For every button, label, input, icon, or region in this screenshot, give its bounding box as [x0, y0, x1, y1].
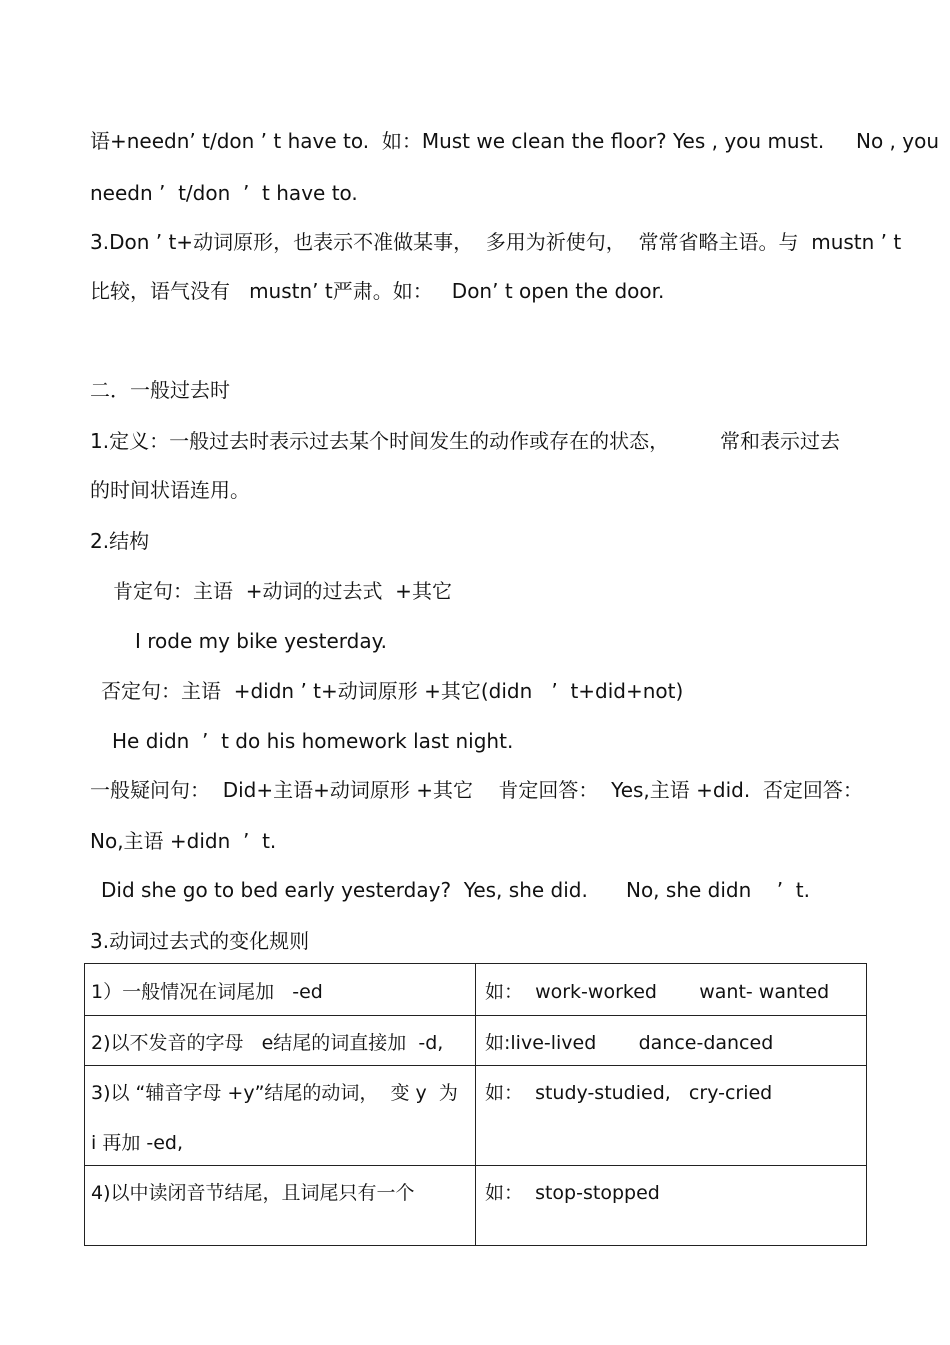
- structure-heading: 2.结构: [90, 529, 150, 553]
- rule-cell: 4)以中读闭音节结尾，且词尾只有一个: [91, 1182, 415, 1204]
- question-rule-line-2: No,主语 +didn ’ t.: [90, 829, 277, 853]
- example-cell: 如： study-studied, cry-cried: [485, 1082, 773, 1104]
- table-row: [85, 964, 866, 1015]
- negative-example: He didn ’ t do his homework last night.: [112, 729, 514, 753]
- affirmative-rule: 肯定句：主语 +动词的过去式 +其它: [113, 579, 452, 603]
- definition-line-2: 的时间状语连用。: [90, 478, 250, 502]
- definition-line-1: 1.定义：一般过去时表示过去某个时间发生的动作或存在的状态， 常和表示过去: [90, 429, 840, 453]
- table-row: [85, 1165, 866, 1245]
- text-line-1: 语+needn’ t/don ’ t have to. 如：Must we clean the floor? Yes , you must. No , you: [90, 129, 940, 153]
- section-heading: 二．一般过去时: [90, 378, 230, 402]
- rules-heading: 3.动词过去式的变化规则: [90, 929, 310, 953]
- table-row: [85, 1015, 866, 1065]
- example-cell: 如： stop-stopped: [485, 1182, 660, 1204]
- question-example: Did she go to bed early yesterday? Yes, she did. No, she didn ’ t.: [101, 878, 810, 902]
- table-row: [85, 1065, 866, 1165]
- rule-cell: 3)以 “辅音字母 +y”结尾的动词， 变 y 为: [91, 1082, 458, 1104]
- text-line-4: 比较，语气没有 mustn’ t严肃。如： Don’ t open the door.: [90, 279, 665, 303]
- rule-cell-continued: i 再加 -ed,: [91, 1132, 184, 1154]
- rule-cell: 2)以不发音的字母 e结尾的词直接加 -d,: [91, 1032, 444, 1054]
- affirmative-example: I rode my bike yesterday.: [135, 629, 387, 653]
- example-cell: 如： work-worked want- wanted: [485, 981, 830, 1003]
- example-cell: 如:live-lived dance-danced: [485, 1032, 774, 1054]
- text-line-2: needn ’ t/don ’ t have to.: [90, 181, 358, 205]
- past-tense-rules-table: [84, 963, 867, 1246]
- negative-rule: 否定句：主语 +didn ’ t+动词原形 +其它(didn ’ t+did+not): [101, 679, 684, 703]
- rule-cell: 1）一般情况在词尾加 -ed: [91, 981, 323, 1003]
- question-rule-line-1: 一般疑问句： Did+主语+动词原形 +其它 肯定回答： Yes,主语 +did. 否定回答：: [90, 778, 863, 802]
- text-line-3: 3.Don ’ t+动词原形，也表示不准做某事， 多用为祈使句， 常常省略主语。与 mustn ’ t: [90, 230, 902, 254]
